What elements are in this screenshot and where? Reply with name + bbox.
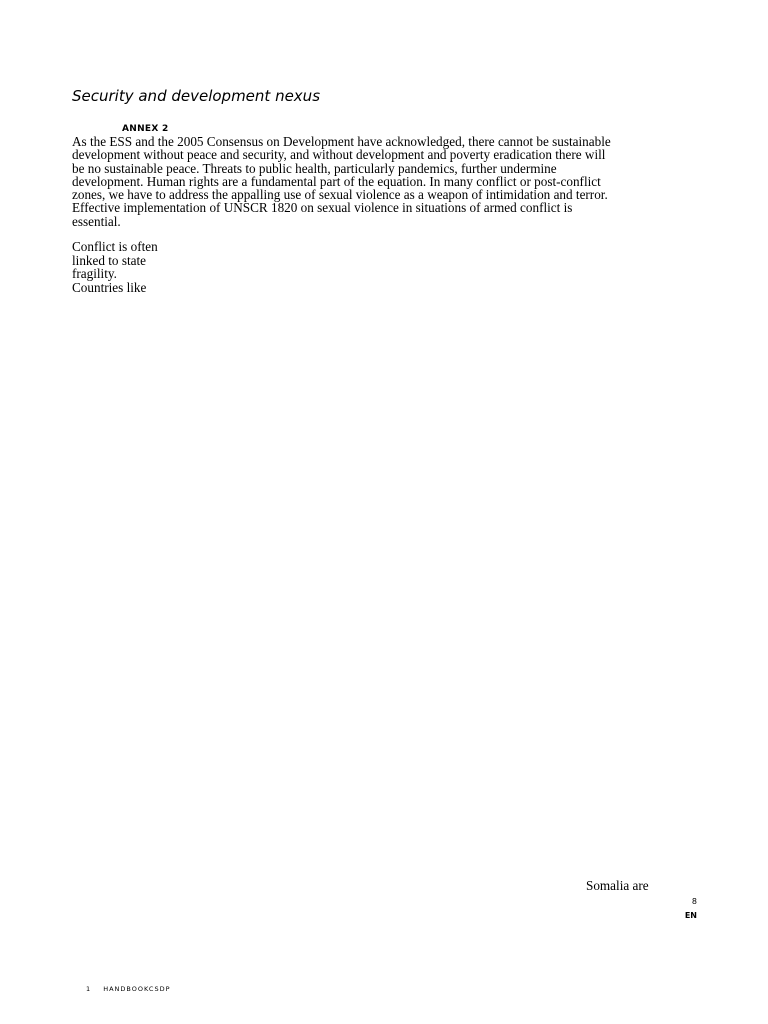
body-line: development. Human rights are a fundamental part of the equation. In many conflict or post-conflict — [72, 173, 601, 189]
body-line: Effective implementation of UNSCR 1820 on sexual violence in situations of armed conflict is — [72, 200, 573, 216]
body-line: zones, we have to address the appalling use of sexual violence as a weapon of intimidation and terror. — [72, 187, 608, 203]
body-line: be no sustainable peace. Threats to public health, particularly pandemics, further undermine — [72, 160, 557, 176]
annex-label: ANNEX 2 — [122, 124, 169, 134]
side-column-text — [72, 240, 158, 294]
side-line: linked to state — [72, 252, 146, 268]
body-line: development without peace and security, and without development and poverty eradication there will — [72, 147, 606, 163]
body-paragraph — [72, 135, 611, 228]
footer — [86, 985, 171, 993]
side-line: fragility. — [72, 266, 117, 281]
footer-number: 1 — [86, 985, 92, 993]
page-number: 8 — [691, 897, 697, 906]
side-line: Countries like — [72, 279, 147, 295]
continuation-text: Somalia are — [586, 878, 649, 893]
side-line: Conflict is often — [72, 239, 158, 254]
page-title: Security and development nexus — [72, 87, 321, 105]
language-code: EN — [684, 911, 697, 920]
body-line: As the ESS and the 2005 Consensus on Development have acknowledged, there cannot be sustainable — [72, 134, 611, 149]
body-line: essential. — [72, 213, 121, 229]
footer-text: HANDBOOKCSDP — [103, 985, 171, 993]
